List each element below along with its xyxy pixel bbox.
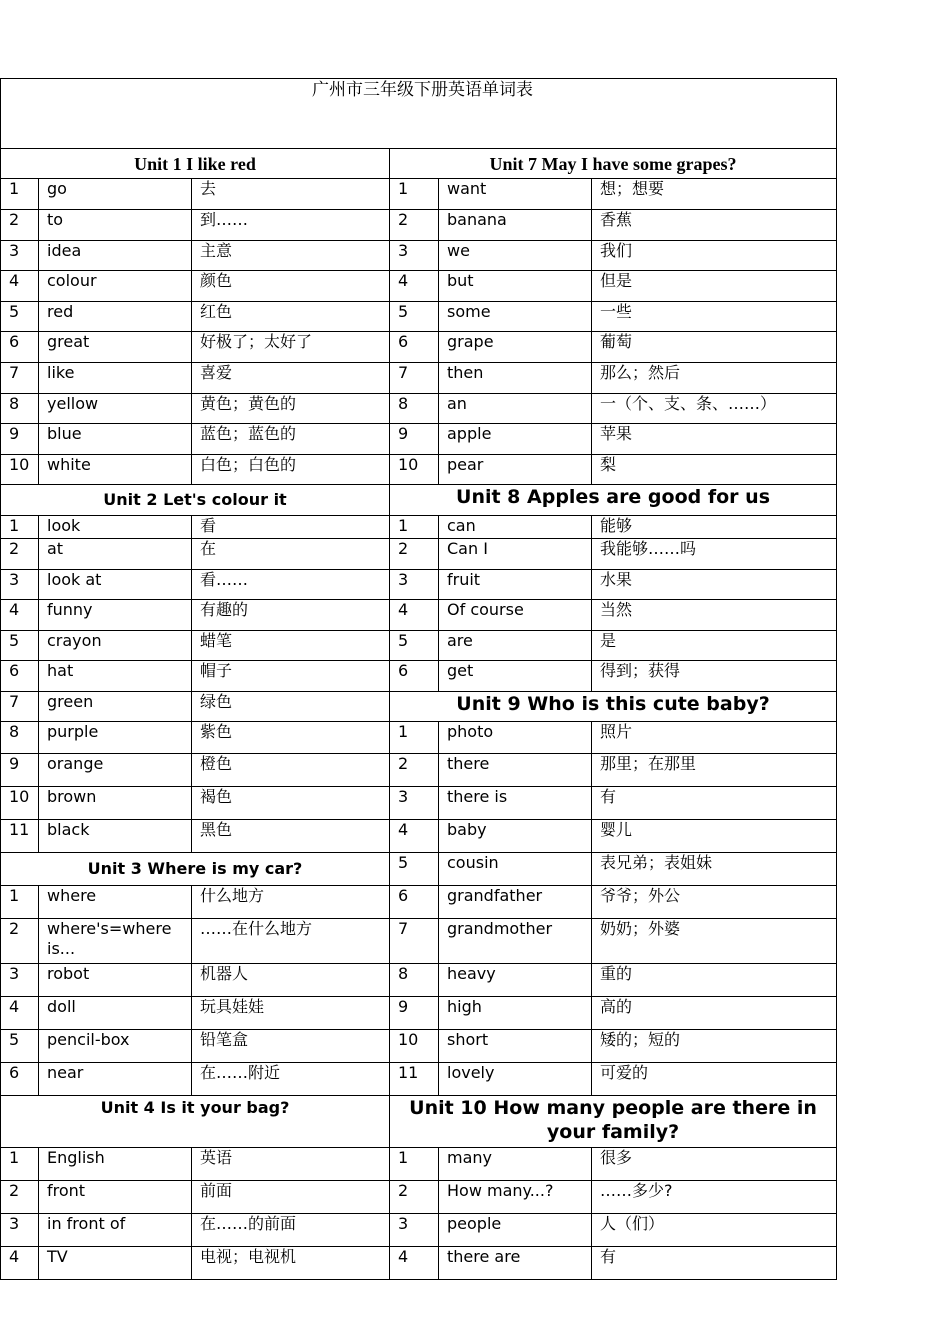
word-number: 5 [1, 302, 39, 332]
chinese-meaning: 矮的；短的 [592, 1030, 837, 1063]
word-number: 1 [1, 886, 39, 919]
english-word: English [39, 1148, 192, 1181]
table-row [1, 363, 837, 394]
word-number: 9 [1, 424, 39, 455]
chinese-meaning: 电视；电视机 [192, 1247, 390, 1280]
english-word: there is [439, 787, 592, 820]
english-word: pencil-box [39, 1030, 192, 1063]
english-word: where's=where is... [39, 919, 192, 964]
table-row [1, 1030, 837, 1063]
word-number: 1 [1, 516, 39, 539]
word-number: 10 [390, 455, 439, 485]
word-number: 1 [390, 722, 439, 754]
chinese-meaning: 红色 [192, 302, 390, 332]
english-word: purple [39, 722, 192, 754]
table-row [1, 631, 837, 661]
table-row [1, 661, 837, 692]
chinese-meaning: 褐色 [192, 787, 390, 820]
chinese-meaning: 婴儿 [592, 820, 837, 853]
word-number: 4 [1, 1247, 39, 1280]
table-row [1, 600, 837, 631]
chinese-meaning: 主意 [192, 241, 390, 271]
english-word: idea [39, 241, 192, 271]
english-word: look [39, 516, 192, 539]
english-word: pear [439, 455, 592, 485]
english-word: there [439, 754, 592, 787]
word-number: 1 [1, 1148, 39, 1181]
word-number: 5 [390, 302, 439, 332]
chinese-meaning: 玩具娃娃 [192, 997, 390, 1030]
table-row [1, 853, 837, 886]
word-number: 7 [390, 363, 439, 394]
word-number: 11 [390, 1063, 439, 1096]
table-row [1, 79, 837, 149]
chinese-meaning: 葡萄 [592, 332, 837, 363]
chinese-meaning: 帽子 [192, 661, 390, 692]
english-word: look at [39, 570, 192, 600]
word-number: 9 [1, 754, 39, 787]
chinese-meaning: 很多 [592, 1148, 837, 1181]
english-word: photo [439, 722, 592, 754]
chinese-meaning: 喜爱 [192, 363, 390, 394]
english-word: cousin [439, 853, 592, 886]
table-row [1, 210, 837, 241]
table-row [1, 722, 837, 754]
chinese-meaning: 紫色 [192, 722, 390, 754]
word-number: 10 [1, 455, 39, 485]
chinese-meaning: 到…… [192, 210, 390, 241]
english-word: grandfather [439, 886, 592, 919]
chinese-meaning: 有 [592, 1247, 837, 1280]
word-number: 7 [390, 919, 439, 964]
table-row [1, 394, 837, 424]
chinese-meaning: 一（个、支、条、……） [592, 394, 837, 424]
word-number: 3 [390, 241, 439, 271]
english-word: TV [39, 1247, 192, 1280]
english-word: short [439, 1030, 592, 1063]
english-word: grape [439, 332, 592, 363]
word-number: 6 [390, 661, 439, 692]
word-number: 10 [390, 1030, 439, 1063]
english-word: banana [439, 210, 592, 241]
english-word: many [439, 1148, 592, 1181]
word-number: 1 [390, 516, 439, 539]
table-row [1, 1096, 837, 1148]
table-row [1, 149, 837, 179]
word-number: 2 [390, 210, 439, 241]
word-number: 4 [390, 600, 439, 631]
chinese-meaning: 蜡笔 [192, 631, 390, 661]
unit-heading: Unit 2 Let's colour it [1, 485, 390, 516]
english-word: can [439, 516, 592, 539]
english-word: there are [439, 1247, 592, 1280]
table-row [1, 1148, 837, 1181]
english-word: hat [39, 661, 192, 692]
english-word: lovely [439, 1063, 592, 1096]
english-word: high [439, 997, 592, 1030]
chinese-meaning: 看…… [192, 570, 390, 600]
chinese-meaning: 香蕉 [592, 210, 837, 241]
word-number: 4 [390, 1247, 439, 1280]
table-row [1, 271, 837, 302]
chinese-meaning: 我能够……吗 [592, 539, 837, 570]
chinese-meaning: 机器人 [192, 964, 390, 997]
english-word: some [439, 302, 592, 332]
word-number: 11 [1, 820, 39, 853]
table-row [1, 1181, 837, 1214]
chinese-meaning: 看 [192, 516, 390, 539]
english-word: How many...? [439, 1181, 592, 1214]
chinese-meaning: 可爱的 [592, 1063, 837, 1096]
word-number: 3 [390, 570, 439, 600]
chinese-meaning: 英语 [192, 1148, 390, 1181]
chinese-meaning: 高的 [592, 997, 837, 1030]
word-number: 7 [1, 692, 39, 722]
english-word: red [39, 302, 192, 332]
word-number: 6 [390, 332, 439, 363]
table-row [1, 1063, 837, 1096]
english-word: brown [39, 787, 192, 820]
chinese-meaning: 苹果 [592, 424, 837, 455]
table-row [1, 997, 837, 1030]
chinese-meaning: 当然 [592, 600, 837, 631]
chinese-meaning: 重的 [592, 964, 837, 997]
english-word: to [39, 210, 192, 241]
word-number: 6 [390, 886, 439, 919]
english-word: crayon [39, 631, 192, 661]
chinese-meaning: 橙色 [192, 754, 390, 787]
word-number: 2 [390, 754, 439, 787]
english-word: in front of [39, 1214, 192, 1247]
english-word: fruit [439, 570, 592, 600]
english-word: then [439, 363, 592, 394]
table-row [1, 179, 837, 210]
english-word: get [439, 661, 592, 692]
unit-heading: Unit 8 Apples are good for us [390, 485, 837, 516]
english-word: people [439, 1214, 592, 1247]
word-number: 4 [1, 997, 39, 1030]
table-row [1, 516, 837, 539]
chinese-meaning: 黑色 [192, 820, 390, 853]
chinese-meaning: 表兄弟；表姐妹 [592, 853, 837, 886]
english-word: where [39, 886, 192, 919]
english-word: black [39, 820, 192, 853]
word-number: 3 [1, 241, 39, 271]
word-number: 9 [390, 424, 439, 455]
word-number: 2 [390, 539, 439, 570]
table-row [1, 424, 837, 455]
table-row [1, 754, 837, 787]
chinese-meaning: 是 [592, 631, 837, 661]
english-word: Of course [439, 600, 592, 631]
chinese-meaning: 铅笔盒 [192, 1030, 390, 1063]
table-row [1, 485, 837, 516]
word-number: 4 [1, 600, 39, 631]
chinese-meaning: 梨 [592, 455, 837, 485]
english-word: blue [39, 424, 192, 455]
english-word: heavy [439, 964, 592, 997]
table-row [1, 455, 837, 485]
word-number: 2 [390, 1181, 439, 1214]
unit-heading: Unit 7 May I have some grapes? [390, 149, 837, 179]
english-word: near [39, 1063, 192, 1096]
english-word: baby [439, 820, 592, 853]
english-word: we [439, 241, 592, 271]
chinese-meaning: 爷爷；外公 [592, 886, 837, 919]
word-number: 1 [390, 1148, 439, 1181]
english-word: white [39, 455, 192, 485]
english-word: robot [39, 964, 192, 997]
word-number: 2 [1, 919, 39, 964]
word-number: 4 [1, 271, 39, 302]
chinese-meaning: 水果 [592, 570, 837, 600]
chinese-meaning: 蓝色；蓝色的 [192, 424, 390, 455]
word-number: 1 [1, 179, 39, 210]
chinese-meaning: 在 [192, 539, 390, 570]
word-number: 5 [390, 631, 439, 661]
word-number: 4 [390, 820, 439, 853]
word-number: 2 [1, 1181, 39, 1214]
chinese-meaning: 白色；白色的 [192, 455, 390, 485]
chinese-meaning: 但是 [592, 271, 837, 302]
chinese-meaning: 能够 [592, 516, 837, 539]
word-number: 10 [1, 787, 39, 820]
word-number: 1 [390, 179, 439, 210]
word-number: 5 [1, 631, 39, 661]
chinese-meaning: 前面 [192, 1181, 390, 1214]
word-number: 9 [390, 997, 439, 1030]
word-number: 8 [1, 394, 39, 424]
english-word: yellow [39, 394, 192, 424]
table-row [1, 919, 837, 964]
table-row [1, 241, 837, 271]
chinese-meaning: 有 [592, 787, 837, 820]
word-number: 6 [1, 1063, 39, 1096]
word-number: 8 [1, 722, 39, 754]
english-word: great [39, 332, 192, 363]
chinese-meaning: 在……附近 [192, 1063, 390, 1096]
word-number: 3 [1, 1214, 39, 1247]
word-number: 4 [390, 271, 439, 302]
chinese-meaning: ……在什么地方 [192, 919, 390, 964]
word-number: 5 [390, 853, 439, 886]
unit-heading: Unit 10 How many people are there in your family? [390, 1096, 837, 1148]
chinese-meaning: 绿色 [192, 692, 390, 722]
table-row [1, 692, 837, 722]
chinese-meaning: ……多少? [592, 1181, 837, 1214]
word-number: 6 [1, 332, 39, 363]
chinese-meaning: 得到；获得 [592, 661, 837, 692]
english-word: front [39, 1181, 192, 1214]
chinese-meaning: 有趣的 [192, 600, 390, 631]
unit-heading: Unit 9 Who is this cute baby? [390, 692, 837, 722]
english-word: Can I [439, 539, 592, 570]
unit-heading: Unit 4 Is it your bag? [1, 1096, 390, 1148]
word-number: 2 [1, 539, 39, 570]
chinese-meaning: 想；想要 [592, 179, 837, 210]
chinese-meaning: 我们 [592, 241, 837, 271]
english-word: want [439, 179, 592, 210]
unit-heading: Unit 3 Where is my car? [1, 853, 390, 886]
table-row [1, 1214, 837, 1247]
english-word: are [439, 631, 592, 661]
table-row [1, 820, 837, 853]
word-number: 3 [1, 964, 39, 997]
chinese-meaning: 人（们） [592, 1214, 837, 1247]
word-number: 2 [1, 210, 39, 241]
english-word: apple [439, 424, 592, 455]
table-row [1, 964, 837, 997]
table-row [1, 1247, 837, 1280]
chinese-meaning: 那里；在那里 [592, 754, 837, 787]
table-row [1, 570, 837, 600]
english-word: green [39, 692, 192, 722]
english-word: colour [39, 271, 192, 302]
chinese-meaning: 去 [192, 179, 390, 210]
word-number: 6 [1, 661, 39, 692]
table-row [1, 787, 837, 820]
english-word: an [439, 394, 592, 424]
vocabulary-sheet [0, 78, 836, 1277]
chinese-meaning: 照片 [592, 722, 837, 754]
vocabulary-table-body [1, 79, 837, 1280]
page-title: 广州市三年级下册英语单词表 [1, 79, 837, 149]
english-word: funny [39, 600, 192, 631]
english-word: at [39, 539, 192, 570]
table-row [1, 332, 837, 363]
chinese-meaning: 什么地方 [192, 886, 390, 919]
table-row [1, 302, 837, 332]
english-word: but [439, 271, 592, 302]
word-number: 3 [390, 1214, 439, 1247]
word-number: 8 [390, 964, 439, 997]
chinese-meaning: 黄色；黄色的 [192, 394, 390, 424]
english-word: orange [39, 754, 192, 787]
chinese-meaning: 那么；然后 [592, 363, 837, 394]
table-row [1, 539, 837, 570]
english-word: like [39, 363, 192, 394]
chinese-meaning: 颜色 [192, 271, 390, 302]
english-word: go [39, 179, 192, 210]
chinese-meaning: 一些 [592, 302, 837, 332]
unit-heading: Unit 1 I like red [1, 149, 390, 179]
word-number: 8 [390, 394, 439, 424]
english-word: grandmother [439, 919, 592, 964]
chinese-meaning: 好极了；太好了 [192, 332, 390, 363]
word-number: 7 [1, 363, 39, 394]
word-number: 3 [1, 570, 39, 600]
table-row [1, 886, 837, 919]
vocabulary-table [0, 78, 837, 1280]
english-word: doll [39, 997, 192, 1030]
chinese-meaning: 在……的前面 [192, 1214, 390, 1247]
chinese-meaning: 奶奶；外婆 [592, 919, 837, 964]
word-number: 3 [390, 787, 439, 820]
word-number: 5 [1, 1030, 39, 1063]
